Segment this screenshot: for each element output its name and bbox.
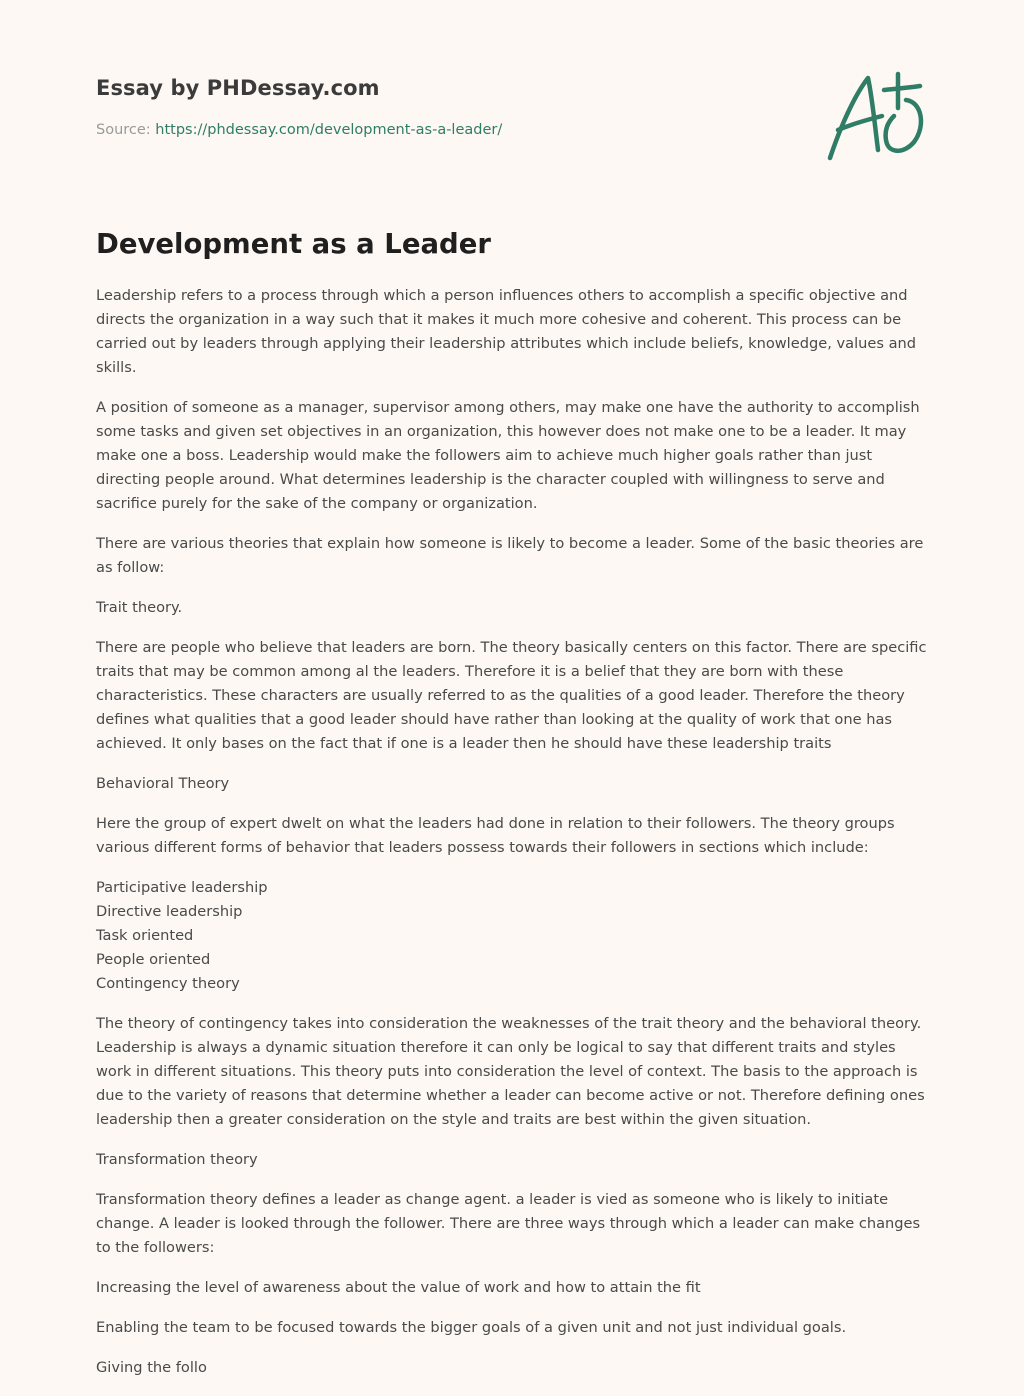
paragraph: Here the group of expert dwelt on what the leaders had done in relation to their followers. The theory groups various different forms of behavior that leaders possess towards their followers in sections which include: [96, 815, 895, 856]
paragraph: Leadership refers to a process through which a person influences others to accomplish a specific objective and directs the organization in a way such that it makes it much more cohesive and coherent. This process can be carried out by leaders through applying their leadership attributes which include beliefs, knowledge, values and skills. [96, 287, 917, 376]
list-item: Participative leadership [96, 879, 268, 896]
list-item: Task oriented [96, 927, 194, 944]
brand-title: Essay by PHDessay.com [96, 76, 380, 100]
source-line [96, 122, 796, 138]
list-item: People oriented [96, 951, 211, 968]
paragraph: Transformation theory defines a leader as change agent. a leader is vied as someone who is likely to initiate change. A leader is looked through the follower. There are three ways through which a leader can make changes to the followers: [96, 1191, 921, 1256]
paragraph: There are various theories that explain how someone is likely to become a leader. Some of the basic theories are as follow: [96, 535, 924, 576]
section-heading-transformation: Transformation theory [96, 1151, 258, 1168]
paragraph: Enabling the team to be focused towards the bigger goals of a given unit and not just individual goals. [96, 1319, 847, 1336]
essay-title: Development as a Leader [96, 228, 491, 260]
paragraph: There are people who believe that leaders are born. The theory basically centers on this factor. There are specific traits that may be common among al the leaders. Therefore it is a belief that they are born with these characteristics. These characters are usually referred to as the qualities of a good leader. Therefore the theory defines what qualities that a good leader should have rather than looking at the quality of work that one has achieved. It only bases on the fact that if one is a leader then he should have these leadership traits [96, 639, 927, 752]
leadership-types-list [96, 876, 928, 996]
a-plus-logo-icon [822, 66, 930, 166]
essay-body [96, 226, 928, 1396]
list-item: Contingency theory [96, 975, 240, 992]
source-label: Source: [96, 122, 156, 138]
section-heading-behavioral: Behavioral Theory [96, 775, 230, 792]
paragraph: The theory of contingency takes into consideration the weaknesses of the trait theory and the behavioral theory. Leadership is always a dynamic situation therefore it can only be logical to say that different traits and styles work in different situations. This theory puts into consideration the level of context. The basis to the approach is due to the variety of reasons that determine whether a leader can become active or not. Therefore defining ones leadership then a greater consideration on the style and traits are best within the given situation. [96, 1015, 925, 1128]
list-item: Directive leadership [96, 903, 243, 920]
source-link[interactable]: https://phdessay.com/development-as-a-leader/ [155, 122, 503, 138]
paragraph-truncated: Giving the follo [96, 1359, 207, 1376]
header [96, 76, 796, 138]
paragraph: Increasing the level of awareness about the value of work and how to attain the fit [96, 1279, 701, 1296]
paragraph: A position of someone as a manager, supervisor among others, may make one have the authority to accomplish some tasks and given set objectives in an organization, this however does not make one to be a leader. It may make one a boss. Leadership would make the followers aim to achieve much higher goals rather than just directing people around. What determines leadership is the character coupled with willingness to serve and sacrifice purely for the sake of the company or organization. [96, 399, 920, 512]
section-heading-trait: Trait theory. [96, 599, 183, 616]
